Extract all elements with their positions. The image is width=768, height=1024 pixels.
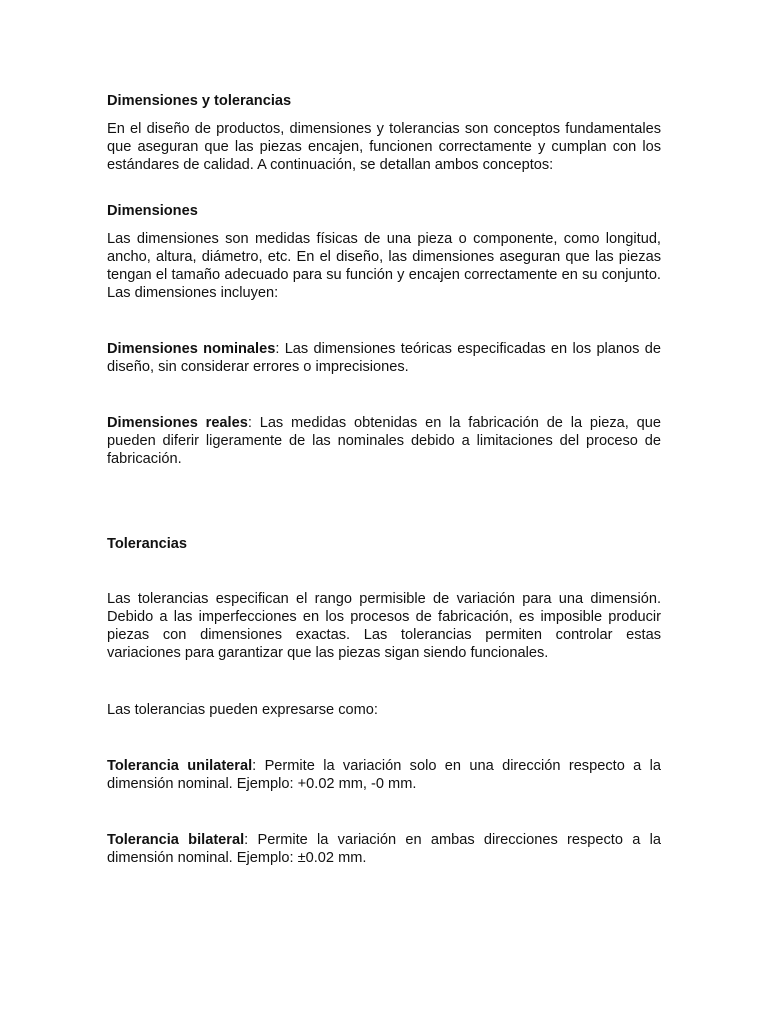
definition-tolerancia-unilateral — [107, 757, 661, 793]
definition-text: : Las medidas obtenidas en la fabricación de la pieza, que pueden diferir ligeramente de las nominales debido a limitaciones del proceso de fabricación. — [107, 415, 661, 467]
tolerancias-lead: Las tolerancias pueden expresarse como: — [107, 702, 378, 718]
definition-dimensiones-nominales — [107, 340, 661, 376]
definition-term: Tolerancia bilateral — [107, 832, 245, 848]
document-title: Dimensiones y tolerancias — [107, 93, 292, 109]
definition-term: Dimensiones nominales — [107, 341, 276, 357]
definition-term: Dimensiones reales — [107, 415, 248, 431]
tolerancias-paragraph: Las tolerancias especifican el rango permisible de variación para una dimensión. Debido a las imperfecciones en los procesos de fabricación, es imposible producir piezas con dimensiones exactas. Las tolerancias permiten controlar estas variaciones para garantizar que las piezas sigan siendo funcionales. — [107, 591, 661, 661]
section-heading-dimensiones: Dimensiones — [107, 203, 198, 219]
section-heading-tolerancias: Tolerancias — [107, 536, 188, 552]
dimensiones-paragraph: Las dimensiones son medidas físicas de una pieza o componente, como longitud, ancho, altura, diámetro, etc. En el diseño, las dimensiones aseguran que las piezas tengan el tamaño adecuado para su función y encajen correctamente en su conjunto. Las dimensiones incluyen: — [107, 231, 661, 301]
definition-tolerancia-bilateral — [107, 831, 661, 867]
definition-term: Tolerancia unilateral — [107, 758, 253, 774]
definition-text: : Las dimensiones teóricas especificadas en los planos de diseño, sin considerar errores o imprecisiones. — [107, 341, 661, 375]
intro-paragraph: En el diseño de productos, dimensiones y tolerancias son conceptos fundamentales que aseguran que las piezas encajen, funcionen correctamente y cumplan con los estándares de calidad. A continuación, se detallan ambos conceptos: — [107, 121, 661, 173]
definition-text: : Permite la variación solo en una dirección respecto a la dimensión nominal. Ejemplo: +0.02 mm, -0 mm. — [107, 758, 661, 792]
definition-dimensiones-reales — [107, 414, 661, 468]
definition-text: : Permite la variación en ambas direcciones respecto a la dimensión nominal. Ejemplo: ±0.02 mm. — [107, 832, 661, 866]
